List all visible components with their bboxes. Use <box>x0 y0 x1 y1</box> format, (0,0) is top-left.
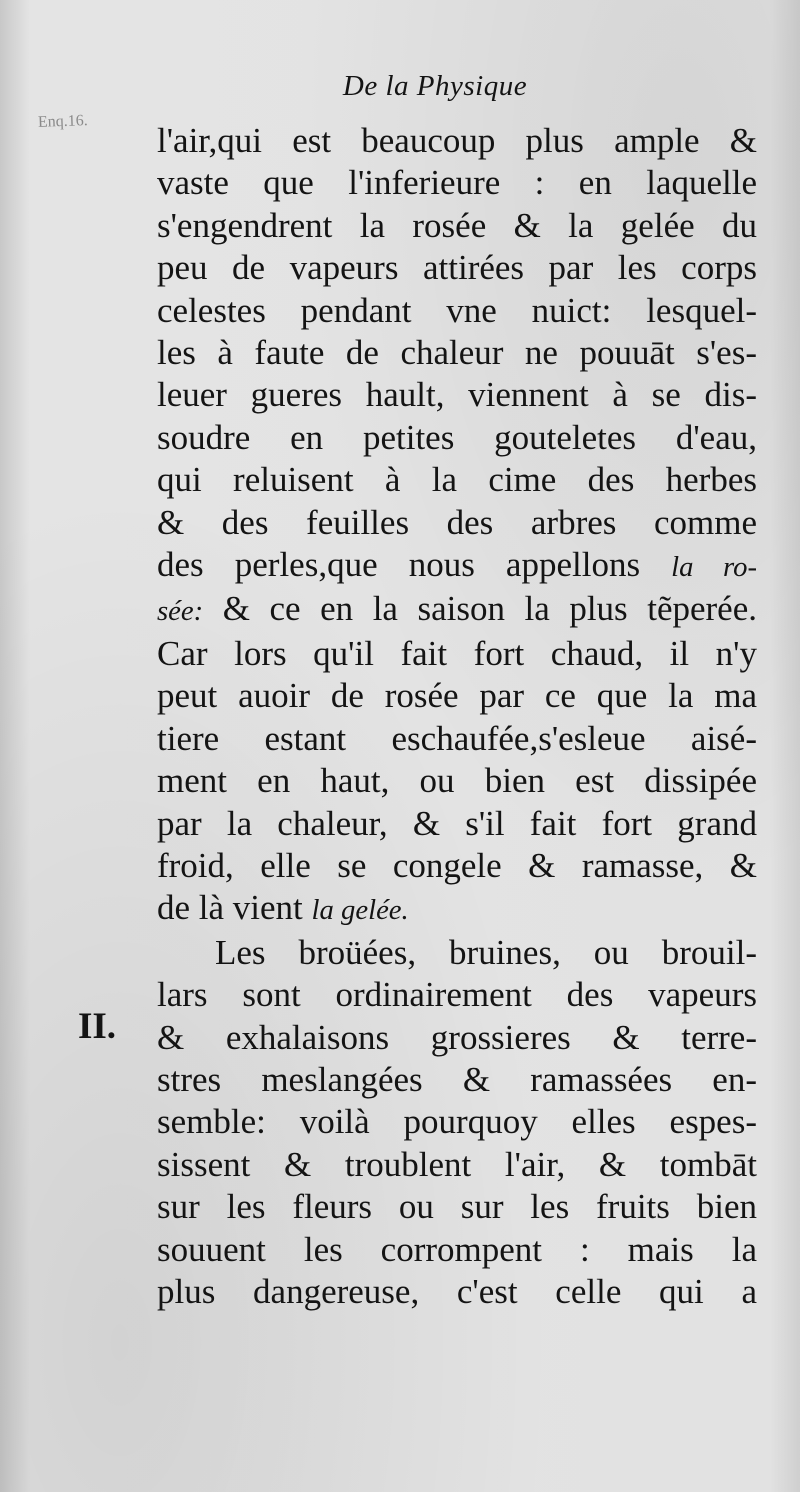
text-line: Les broüées, bruines, ou brouil- <box>215 932 757 972</box>
text-line: sur les fleurs ou sur les fruits bien <box>157 1187 757 1227</box>
italic-term-see: sée: <box>157 595 204 628</box>
text-line: semble: voilà pourquoy elles espes- <box>157 1102 757 1142</box>
text-line: stres meslangées & ramassées en- <box>157 1059 757 1099</box>
text-segment: des perles,que nous appellons <box>157 545 641 585</box>
text-line: par la chaleur, & s'il fait fort grand <box>157 803 757 843</box>
text-line: peu de vapeurs attirées par les corps <box>157 248 757 288</box>
text-line: soudre en petites gouteletes d'eau, <box>157 417 757 457</box>
body-text <box>157 120 757 1313</box>
text-line: qui reluisent à la cime des herbes <box>157 460 757 500</box>
text-segment: & ce en la saison la plus tẽperée. <box>222 589 757 629</box>
text-line: sissent & troublent l'air, & tombāt <box>157 1144 757 1184</box>
text-line: lars sont ordinairement des vapeurs <box>157 975 757 1015</box>
italic-term-la-rosee: la ro- <box>671 551 758 584</box>
text-line: s'engendrent la rosée & la gelée du <box>157 205 757 245</box>
text-line <box>157 588 757 632</box>
text-line: & des feuilles des arbres comme <box>157 502 757 542</box>
text-line: plus dangereuse, c'est celle qui a <box>157 1271 757 1311</box>
text-line: Car lors qu'il fait fort chaud, il n'y <box>157 633 757 673</box>
text-segment: de là vient <box>157 888 303 928</box>
text-line: celestes pendant vne nuict: lesquel- <box>157 290 757 330</box>
text-line: froid, elle se congele & ramasse, & <box>157 845 757 885</box>
text-line: & exhalaisons grossieres & terre- <box>157 1017 757 1057</box>
side-mark: Enq.16. <box>37 112 89 131</box>
italic-term-la-gelee: la gelée. <box>311 894 409 927</box>
text-line: l'air,qui est beaucoup plus ample & <box>157 121 757 160</box>
text-line <box>157 887 757 931</box>
text-line <box>157 544 757 588</box>
running-head: De la Physique <box>342 70 528 102</box>
section-numeral: II. <box>78 1006 117 1047</box>
text-line: vaste que l'inferieure : en laquelle <box>157 163 757 203</box>
text-line: les à faute de chaleur ne pouuāt s'es- <box>157 333 757 373</box>
text-line: ment en haut, ou bien est dissipée <box>157 761 757 801</box>
text-line: peut auoir de rosée par ce que la ma <box>157 676 757 716</box>
text-line: tiere estant eschaufée,s'esleue aisé- <box>157 718 757 758</box>
text-line: souuent les corrompent : mais la <box>157 1229 757 1269</box>
text-line: leuer gueres hault, viennent à se dis- <box>157 375 757 415</box>
